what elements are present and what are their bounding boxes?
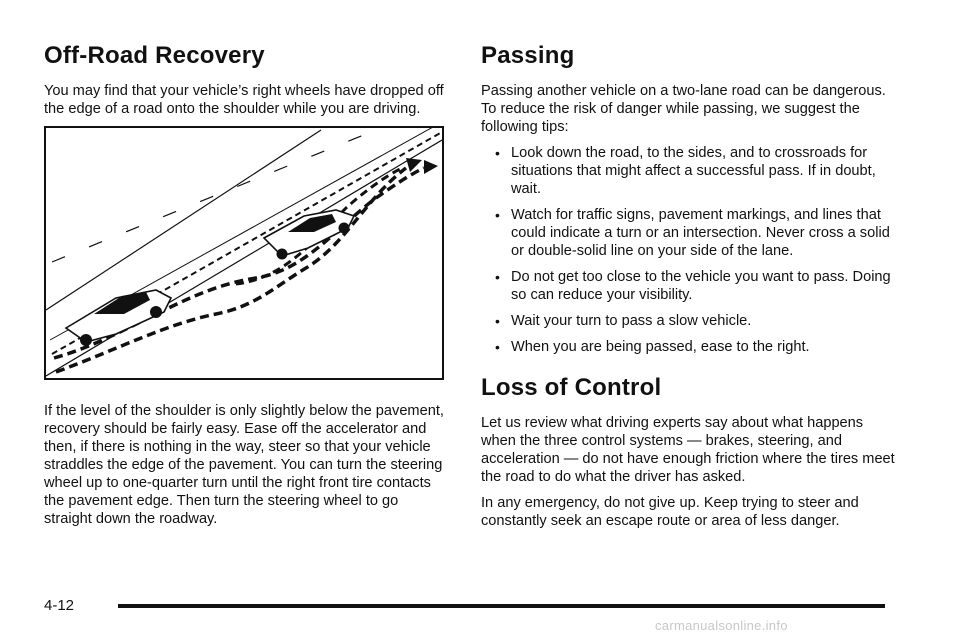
off-road-recovery-illustration (44, 126, 444, 380)
path-arrowhead (406, 158, 422, 172)
bullet-icon: • (495, 339, 500, 355)
left-column (44, 42, 448, 536)
passing-tips-list (481, 144, 901, 356)
recovery-path (56, 168, 406, 372)
road-edge-line (46, 130, 321, 310)
bullet-icon: • (495, 313, 500, 329)
off-road-intro: You may find that your vehicle’s right wheels have dropped off the edge of a road onto the shoulder while you are driving. (44, 83, 444, 117)
passing-tip: • Wait your turn to pass a slow vehicle. (495, 313, 752, 329)
off-road-recovery-heading: Off-Road Recovery (44, 42, 265, 69)
path-arrowhead-2 (424, 160, 438, 174)
loss-of-control-heading: Loss of Control (481, 374, 662, 401)
road-illustration-icon (46, 128, 442, 378)
passing-tip: • Do not get too close to the vehicle you want to pass. Doing so can reduce your visibility. (495, 269, 891, 303)
bullet-icon: • (495, 145, 500, 161)
bullet-icon: • (495, 269, 500, 285)
passing-intro: Passing another vehicle on a two-lane road can be dangerous. To reduce the risk of danger while passing, we suggest the following tips: (481, 83, 886, 135)
road-outer-edge (46, 140, 442, 376)
car-upper (264, 210, 354, 260)
off-road-body: If the level of the shoulder is only slightly below the pavement, recovery should be fairly easy. Ease off the accelerator and then, if there is nothing in the way, steer so that your vehicle straddles the edge of the pavement. You can turn the steering wheel up to one-quarter turn until the right front tire contacts the pavement edge. Then turn the steering wheel to go straight down the roadway. (44, 403, 444, 527)
loss-p2: In any emergency, do not give up. Keep trying to steer and constantly seek an escape route or area of less danger. (481, 495, 859, 529)
page-number: 4-12 (44, 597, 75, 614)
loss-p1: Let us review what driving experts say about what happens when the three control systems — brakes, steering, and acceleration — do not have enough friction where the tires meet the road to do what the driver has asked. (481, 415, 895, 485)
watermark: carmanualsonline.info (655, 618, 788, 633)
passing-tip: • When you are being passed, ease to the right. (495, 339, 810, 355)
passing-heading: Passing (481, 42, 575, 69)
car-lower (66, 290, 171, 346)
bullet-icon: • (495, 207, 500, 223)
right-column (481, 42, 901, 538)
passing-tip: • Look down the road, to the sides, and to crossroads for situations that might affect a successful pass. If in doubt, wait. (495, 145, 876, 197)
footer-rule (118, 604, 885, 608)
passing-tip: • Watch for traffic signs, pavement markings, and lines that could indicate a turn or an intersection. Never cross a solid or double-solid line on your side of the lane. (495, 207, 890, 259)
